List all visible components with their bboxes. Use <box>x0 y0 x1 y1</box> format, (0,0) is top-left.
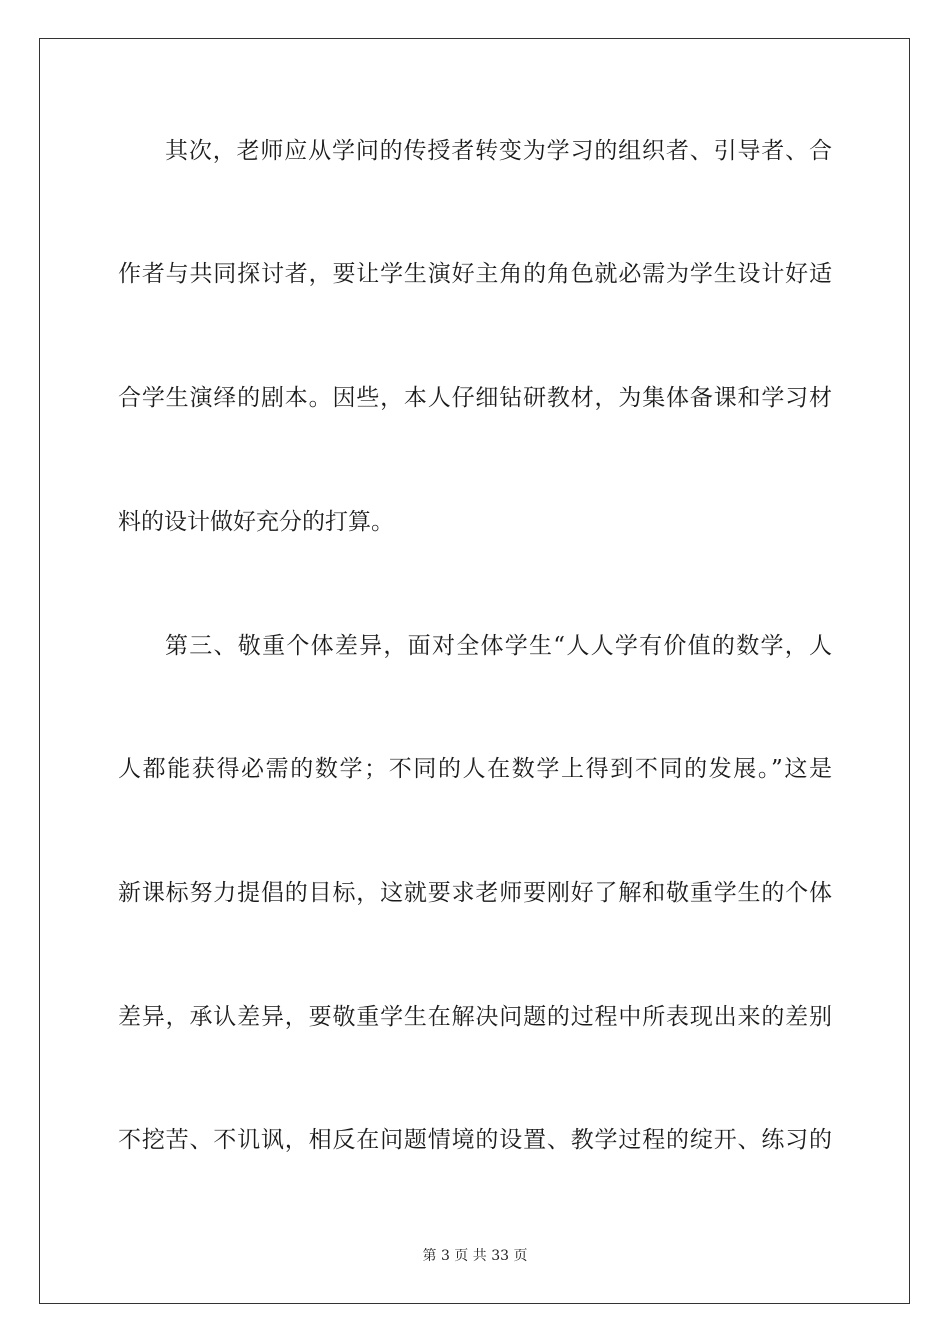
paragraph-line: 作者与共同探讨者，要让学生演好主角的角色就必需为学生设计好适 <box>118 261 832 287</box>
paragraph-line: 合学生演绎的剧本。因些，本人仔细钻研教材，为集体备课和学习材 <box>118 385 832 411</box>
paragraph-line: 差异，承认差异，要敬重学生在解决问题的过程中所表现出来的差别 <box>118 1004 832 1030</box>
paragraph-line: 第三、敬重个体差异，面对全体学生“人人学有价值的数学，人 <box>165 633 832 659</box>
paragraph-line: 料的设计做好充分的打算。 <box>118 509 394 535</box>
page-border <box>39 38 910 1304</box>
paragraph-line: 其次，老师应从学问的传授者转变为学习的组织者、引导者、合 <box>165 138 832 164</box>
page-number-footer: 第 3 页 共 33 页 <box>422 1248 528 1264</box>
paragraph-line: 不挖苦、不讥讽，相反在问题情境的设置、教学过程的绽开、练习的 <box>118 1127 832 1153</box>
paragraph-line: 人都能获得必需的数学；不同的人在数学上得到不同的发展。”这是 <box>118 756 832 782</box>
paragraph-line: 新课标努力提倡的目标，这就要求老师要刚好了解和敬重学生的个体 <box>118 880 832 906</box>
